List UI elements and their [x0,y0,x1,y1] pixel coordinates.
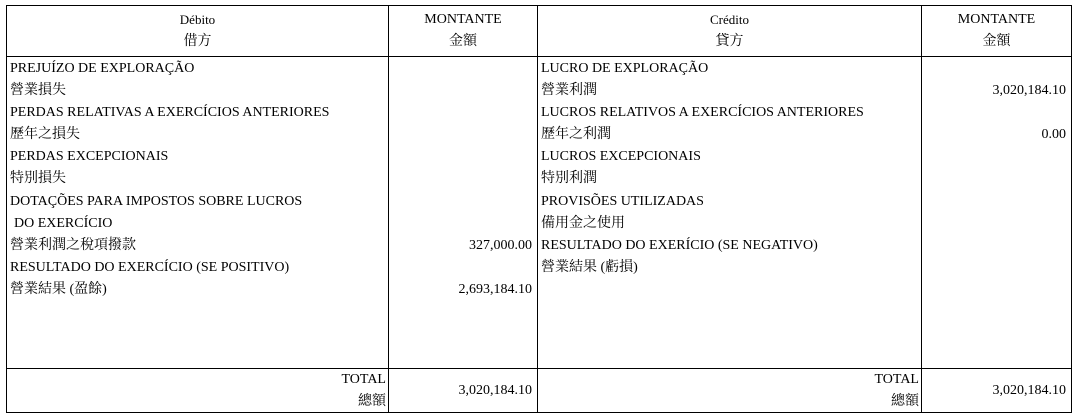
credit-column [538,6,922,412]
credit-row: LUCROS RELATIVOS A EXERCÍCIOS ANTERIORES [541,105,864,120]
debit-total-label-zh: 總額 [358,394,386,409]
debit-amount-header [389,6,537,56]
credit-row: RESULTADO DO EXERÍCIO (SE NEGATIVO) [541,238,818,253]
debit-row: 營業利潤之稅項撥款 [10,238,136,253]
debit-row: 營業損失 [10,83,66,98]
credit-row: 營業結果 (虧損) [541,260,638,275]
credit-row: 歷年之利潤 [541,127,611,142]
amount-header-label-zh: 金額 [449,34,477,49]
credit-row: 備用金之使用 [541,216,625,231]
operating-profit-amount: 3,020,184.10 [992,83,1066,98]
debit-row: RESULTADO DO EXERCÍCIO (SE POSITIVO) [10,260,290,275]
debit-row: DOTAÇÕES PARA IMPOSTOS SOBRE LUCROS [10,194,303,209]
debit-row: PREJUÍZO DE EXPLORAÇÃO [10,61,195,76]
debit-row: PERDAS EXCEPCIONAIS [10,149,169,164]
credit-amount-column [922,6,1071,412]
debit-row: 特別損失 [10,171,66,186]
debit-amount-column [389,6,538,412]
profit-loss-statement [6,5,1072,413]
result-positive-amount: 2,693,184.10 [458,282,532,297]
debit-total-amount: 3,020,184.10 [458,383,532,398]
debit-column [7,6,389,412]
debit-row: 營業結果 (盈餘) [10,282,107,297]
debit-header-label: Débito [179,12,216,27]
credit-total-label-zh: 總額 [891,394,919,409]
debit-total-label: TOTAL [341,372,386,387]
amount-header-label: MONTANTE [957,12,1036,27]
prior-year-profit-amount: 0.00 [1041,127,1066,142]
amount-header-label-zh: 金額 [982,34,1011,49]
credit-header-label-zh: 貸方 [715,34,744,49]
amount-header-label: MONTANTE [424,12,502,27]
credit-row: PROVISÕES UTILIZADAS [541,194,704,209]
credit-row: LUCRO DE EXPLORAÇÃO [541,61,709,76]
debit-header-label-zh: 借方 [183,34,212,49]
credit-row: 特別利潤 [541,171,597,186]
debit-row: PERDAS RELATIVAS A EXERCÍCIOS ANTERIORES [10,105,330,120]
debit-row: DO EXERCÍCIO [14,216,113,231]
credit-header [538,6,921,56]
credit-header-label: Crédito [710,12,749,27]
credit-amount-header [922,6,1071,56]
tax-provision-amount: 327,000.00 [469,238,532,253]
credit-total-amount: 3,020,184.10 [992,383,1066,398]
credit-total-label: TOTAL [874,372,919,387]
debit-row: 歷年之損失 [10,127,80,142]
credit-row: 營業利潤 [541,83,597,98]
debit-header [7,6,388,56]
credit-row: LUCROS EXCEPCIONAIS [541,149,701,164]
